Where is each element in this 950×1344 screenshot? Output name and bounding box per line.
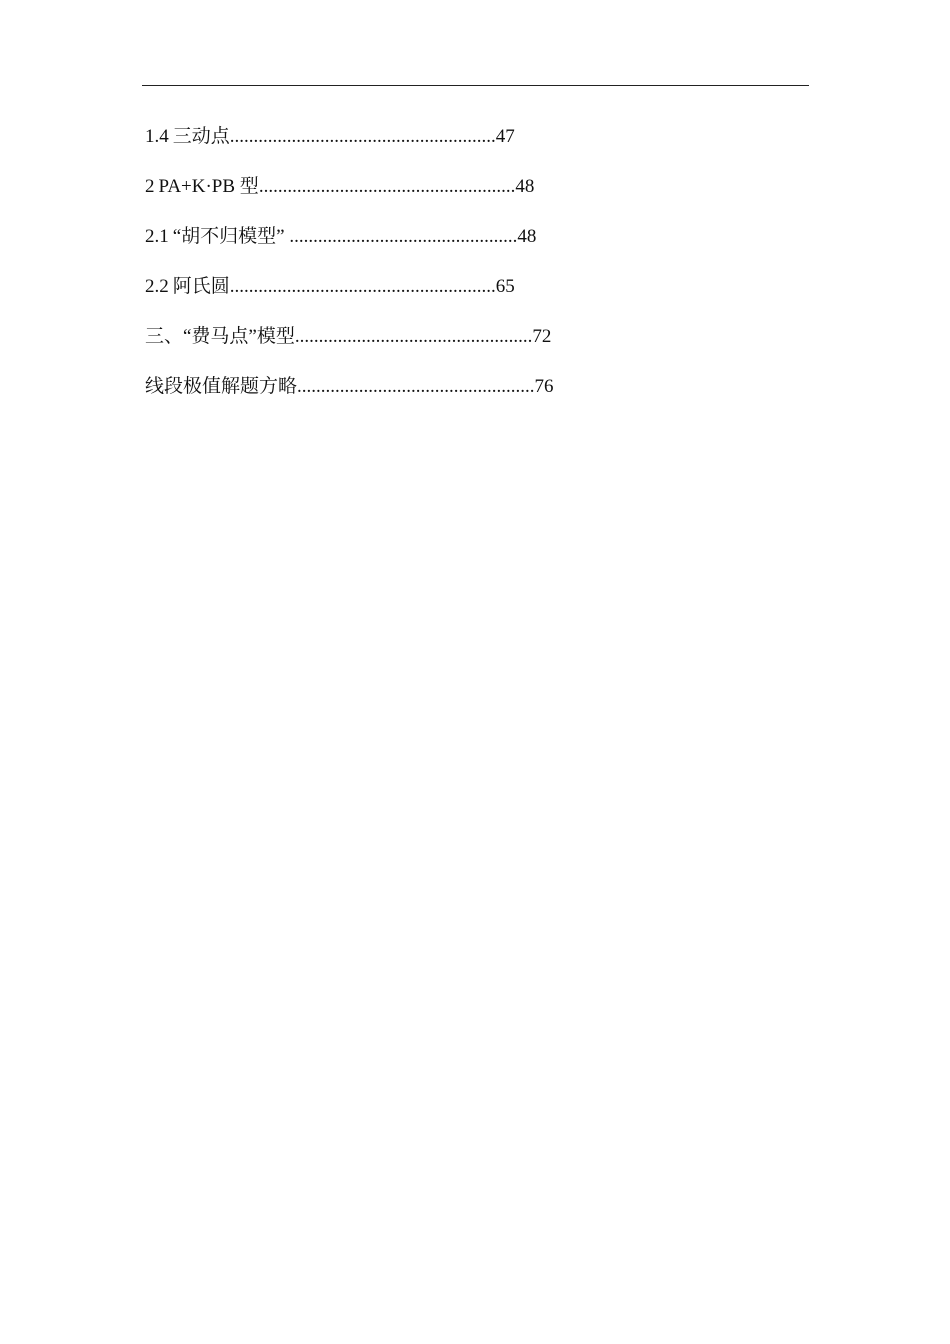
toc-entry-leader: ........................................................ (229, 276, 496, 297)
toc-entry-title: PA+K·PB 型 (158, 176, 259, 197)
toc-entry-leader: .................................................. (297, 376, 535, 397)
toc-entry-leader: ...................................................... (258, 176, 516, 197)
toc-entry[interactable] (145, 122, 554, 172)
toc-entry[interactable] (145, 172, 554, 222)
table-of-contents (145, 122, 554, 422)
toc-entry-page: 48 (517, 226, 537, 247)
toc-entry-title: 线段极值解题方略 (145, 376, 298, 397)
toc-entry-page: 76 (534, 376, 554, 397)
toc-entry-title: 三、“费马点”模型 (145, 326, 295, 347)
toc-entry-page: 47 (495, 126, 515, 147)
toc-entry-title: 阿氏圆 (172, 276, 230, 297)
toc-entry[interactable] (145, 272, 554, 322)
toc-entry-title: 三动点 (172, 126, 230, 147)
header-rule (142, 85, 809, 86)
toc-entry-page: 48 (515, 176, 535, 197)
toc-entry-title: “胡不归模型” (172, 226, 285, 247)
toc-entry-leader: .................................................. (294, 326, 533, 347)
toc-entry-page: 65 (495, 276, 515, 297)
toc-entry-number: 2 (145, 176, 155, 197)
toc-entry-page: 72 (532, 326, 552, 347)
toc-entry-leader: ................................................ (284, 226, 518, 247)
toc-entry-number: 1.4 (145, 126, 169, 147)
toc-entry[interactable] (145, 372, 554, 422)
toc-entry-number: 2.2 (145, 276, 169, 297)
toc-entry-leader: ........................................................ (229, 126, 496, 147)
toc-entry[interactable] (145, 222, 554, 272)
toc-entry-number: 2.1 (145, 226, 169, 247)
toc-entry[interactable] (145, 322, 554, 372)
